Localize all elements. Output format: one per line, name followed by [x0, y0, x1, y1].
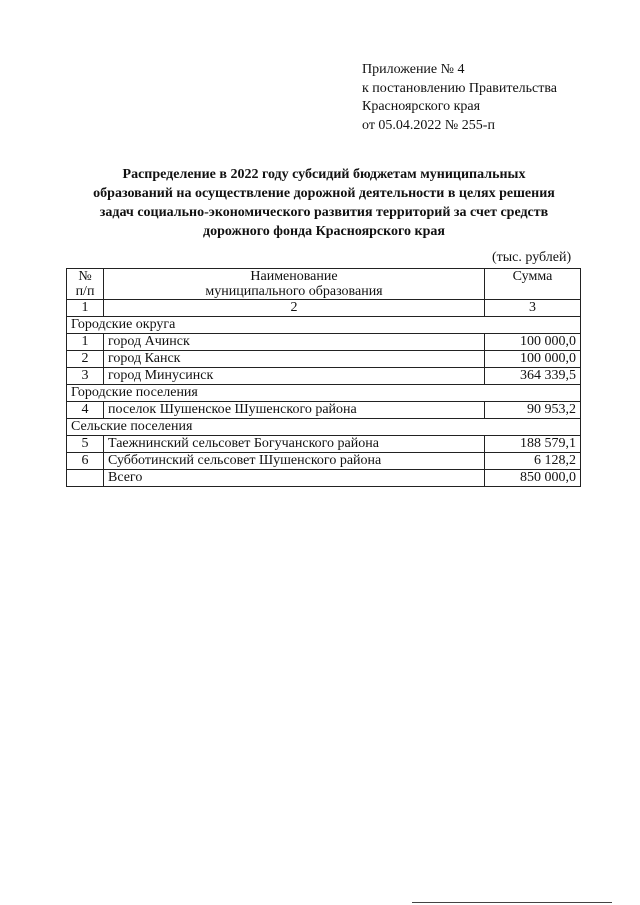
row-num: 3: [67, 368, 104, 385]
column-numbers-row: [67, 300, 581, 317]
section-row: [67, 385, 581, 402]
row-num: 1: [67, 334, 104, 351]
appendix-line-1: Приложение № 4: [362, 62, 465, 77]
header-num-line-1: №: [78, 269, 92, 284]
table-row: [67, 368, 581, 385]
row-name: город Канск: [104, 351, 485, 368]
appendix-block: [362, 61, 557, 135]
row-sum: 100 000,0: [485, 351, 581, 368]
row-num: 4: [67, 402, 104, 419]
row-name: город Ачинск: [104, 334, 485, 351]
total-row: [67, 470, 581, 487]
title-line-2: образований на осуществление дорожной деятельности в целях решения: [93, 186, 555, 201]
header-name: [104, 269, 485, 300]
table-row: [67, 453, 581, 470]
header-num: [67, 269, 104, 300]
title-line-4: дорожного фонда Красноярского края: [203, 224, 445, 239]
table-row: [67, 334, 581, 351]
appendix-line-4: от 05.04.2022 № 255-п: [362, 117, 495, 133]
table-row: [67, 351, 581, 368]
header-name-line-2: муниципального образования: [205, 284, 383, 299]
column-number-3: 3: [485, 300, 581, 317]
row-name: Таежнинский сельсовет Богучанского района: [104, 436, 485, 453]
title-line-1: Распределение в 2022 году субсидий бюджетам муниципальных: [122, 167, 526, 182]
row-sum: 364 339,5: [485, 368, 581, 385]
units-note: (тыс. рублей): [492, 250, 572, 265]
row-name: поселок Шушенское Шушенского района: [104, 402, 485, 419]
header-sum: Сумма: [485, 269, 581, 300]
row-num: 5: [67, 436, 104, 453]
row-sum: 100 000,0: [485, 334, 581, 351]
row-name: город Минусинск: [104, 368, 485, 385]
appendix-line-3: Красноярского края: [362, 99, 481, 114]
row-sum: 188 579,1: [485, 436, 581, 453]
row-num: 2: [67, 351, 104, 368]
title-line-3: задач социально-экономического развития территорий за счет средств: [99, 205, 549, 220]
column-number-2: 2: [104, 300, 485, 317]
header-name-line-1: Наименование: [250, 269, 338, 284]
section-row: [67, 317, 581, 334]
row-sum: 90 953,2: [485, 402, 581, 419]
appendix-line-2: к постановлению Правительства: [362, 80, 558, 96]
total-sum: 850 000,0: [485, 470, 581, 487]
row-num: 6: [67, 453, 104, 470]
section-title: Сельские поселения: [67, 419, 581, 436]
table-row: [67, 402, 581, 419]
row-sum: 6 128,2: [485, 453, 581, 470]
section-title: Городские округа: [67, 317, 581, 334]
total-num: [67, 470, 104, 487]
document-title: [60, 165, 588, 241]
subsidy-table: [66, 268, 581, 487]
table-header-row: [67, 269, 581, 300]
total-label: Всего: [104, 470, 485, 487]
row-name: Субботинский сельсовет Шушенского района: [104, 453, 485, 470]
section-title: Городские поселения: [67, 385, 581, 402]
table-row: [67, 436, 581, 453]
column-number-1: 1: [67, 300, 104, 317]
header-num-line-2: п/п: [75, 284, 95, 299]
section-row: [67, 419, 581, 436]
footer-divider: [412, 902, 612, 903]
